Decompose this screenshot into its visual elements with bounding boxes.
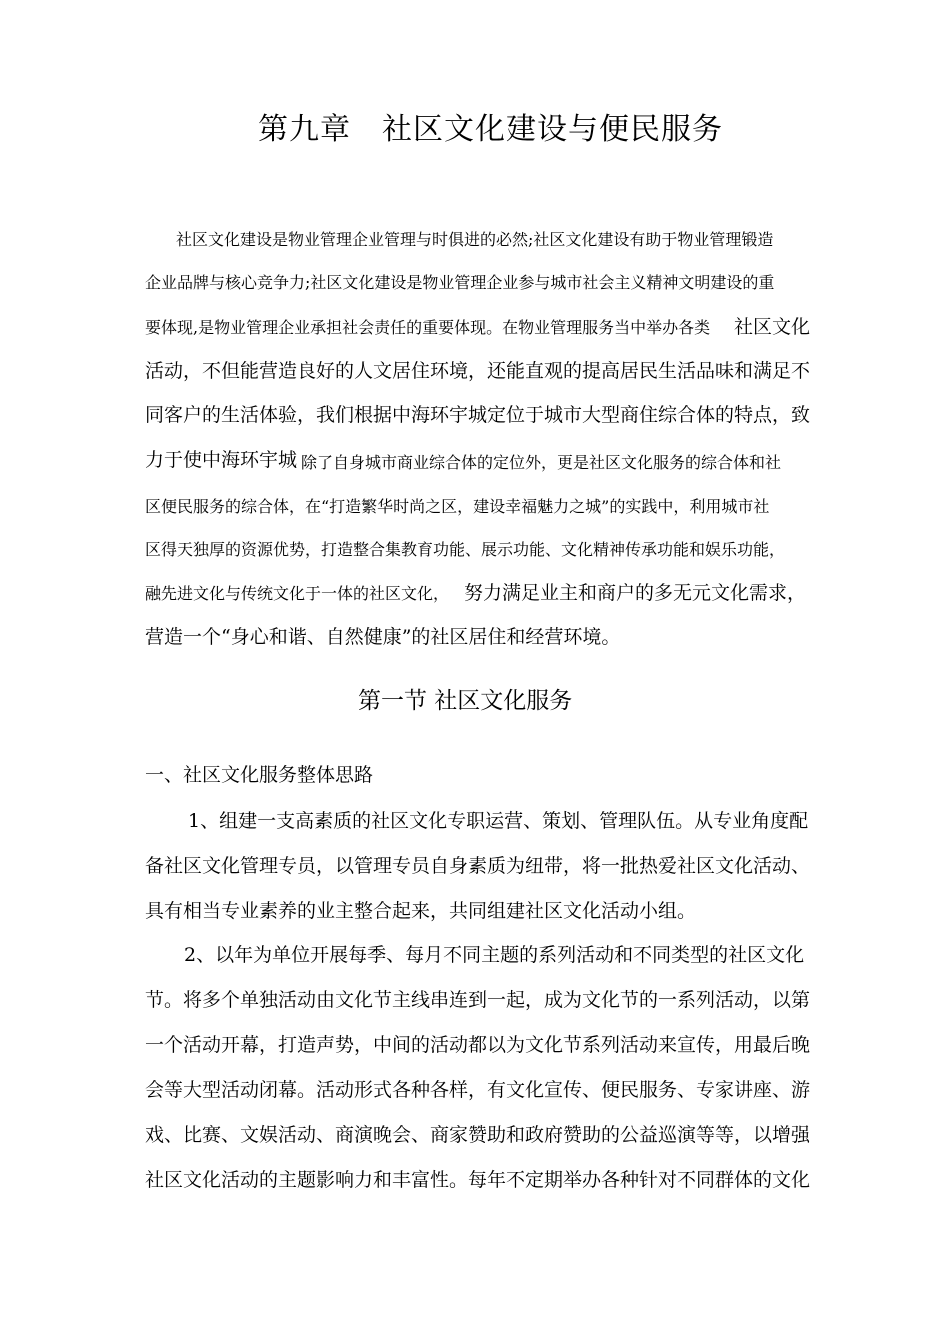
intro-line: 力于使中海环宇城 [145, 449, 298, 471]
item2-line: 会等大型活动闭幕。活动形式各种各样，有文化宣传、便民服务、专家讲座、游 [145, 1079, 811, 1101]
intro-line: 活动，不但能营造良好的人文居住环境，还能直观的提高居民生活品味和满足不 [145, 360, 811, 382]
intro-line: 融先进文化与传统文化于一体的社区文化， [145, 584, 450, 603]
item1-line: 具有相当专业素养的业主整合起来，共同组建社区文化活动小组。 [145, 900, 697, 922]
chapter-title: 第九章 社区文化建设与便民服务 [258, 112, 723, 147]
section-title: 第一节 社区文化服务 [358, 688, 573, 714]
intro-line: 营造一个“身心和谐、自然健康”的社区居住和经营环境。 [145, 626, 621, 648]
item1-line: 备社区文化管理专员，以管理专员自身素质为纽带，将一批热爱社区文化活动、 [145, 855, 811, 877]
intro-line: 区得天独厚的资源优势，打造整合集教育功能、展示功能、文化精神传承功能和娱乐功能， [145, 540, 786, 559]
intro-line: 同客户的生活体验，我们根据中海环宇城定位于城市大型商住综合体的特点，致 [145, 404, 811, 426]
intro-line: 努力满足业主和商户的多无元文化需求， [464, 582, 807, 604]
intro-line: 要体现,是物业管理企业承担社会责任的重要体现。在物业管理服务当中举办各类 [145, 318, 711, 337]
intro-line: 企业品牌与核心竞争力;社区文化建设是物业管理企业参与城市社会主义精神文明建设的重 [145, 273, 775, 292]
item1-line: 1、组建一支高素质的社区文化专职运营、策划、管理队伍。从专业角度配 [188, 810, 809, 832]
intro-line: 除了自身城市商业综合体的定位外，更是社区文化服务的综合体和社 [301, 453, 782, 472]
item2-line: 节。将多个单独活动由文化节主线串连到一起，成为文化节的一系列活动，以第 [145, 989, 811, 1011]
item2-line: 2、以年为单位开展每季、每月不同主题的系列活动和不同类型的社区文化 [184, 944, 805, 966]
intro-line: 社区文化建设是物业管理企业管理与时俱进的必然;社区文化建设有助于物业管理锻造 [176, 230, 774, 249]
intro-line: 区便民服务的综合体，在“打造繁华时尚之区，建设幸福魅力之城”的实践中，利用城市社 [145, 497, 770, 516]
intro-line: 社区文化 [734, 316, 811, 338]
item2-line: 一个活动开幕，打造声势，中间的活动都以为文化节系列活动来宣传，用最后晚 [145, 1034, 811, 1056]
subsection-title: 一、社区文化服务整体思路 [145, 764, 374, 786]
item2-line: 社区文化活动的主题影响力和丰富性。每年不定期举办各种针对不同群体的文化 [145, 1169, 811, 1191]
item2-line: 戏、比赛、文娱活动、商演晚会、商家赞助和政府赞助的公益巡演等等，以增强 [145, 1124, 811, 1146]
